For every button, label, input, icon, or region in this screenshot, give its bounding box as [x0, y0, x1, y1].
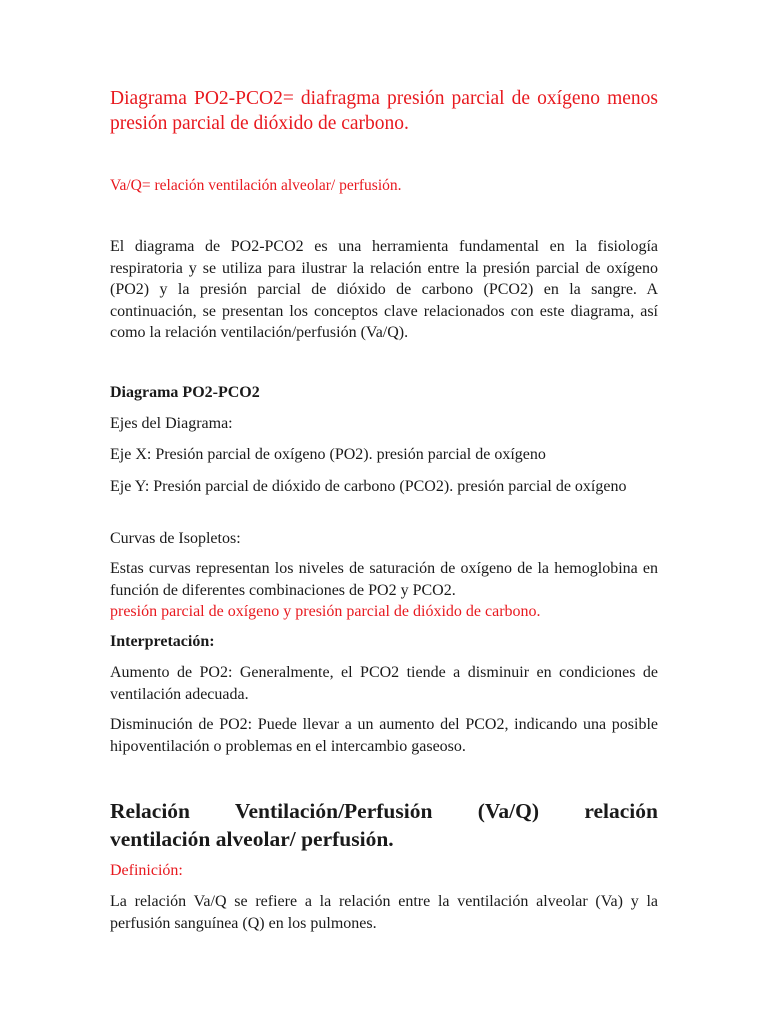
section-heading-vaq-line2: ventilación alveolar/ perfusión. — [110, 827, 394, 851]
document-title: Diagrama PO2-PCO2= diafragma presión parcial de oxígeno menos presión parcial de dióxido de carbono. — [110, 88, 658, 134]
axes-label: Ejes del Diagrama: — [110, 415, 233, 432]
decrease-po2-text: Disminución de PO2: Puede llevar a un aumento del PCO2, indicando una posible hipoventilación o problemas en el intercambio gaseoso. — [110, 716, 658, 755]
interpretation-label: Interpretación: — [110, 633, 215, 650]
section-heading-vaq-line1: Relación Ventilación/Perfusión (Va/Q) relación — [110, 799, 658, 823]
curves-text: Estas curvas representan los niveles de saturación de oxígeno de la hemoglobina en función de diferentes combinaciones de PO2 y PCO2. — [110, 560, 658, 599]
section-heading-diagram: Diagrama PO2-PCO2 — [110, 384, 260, 401]
section-heading-vaq — [110, 797, 658, 853]
definition-text: La relación Va/Q se refiere a la relación entre la ventilación alveolar (Va) y la perfusión sanguínea (Q) en los pulmones. — [110, 893, 658, 932]
definition-label: Definición: — [110, 862, 183, 879]
document-subtitle: Va/Q= relación ventilación alveolar/ perfusión. — [110, 177, 402, 194]
intro-paragraph: El diagrama de PO2-PCO2 es una herramienta fundamental en la fisiología respiratoria y se utiliza para ilustrar la relación entre la presión parcial de oxígeno (PO2) y la presión parcial de dióxido de carbono (PCO2) en la sangre. A continuación, se presentan los conceptos clave relacionados con este diagrama, así como la relación ventilación/perfusión (Va/Q). — [110, 238, 658, 341]
curves-note: presión parcial de oxígeno y presión parcial de dióxido de carbono. — [110, 603, 541, 620]
curves-label: Curvas de Isopletos: — [110, 530, 241, 547]
axis-y-text: Eje Y: Presión parcial de dióxido de carbono (PCO2). presión parcial de oxígeno — [110, 478, 627, 495]
curves-paragraph — [110, 558, 658, 623]
increase-po2-text: Aumento de PO2: Generalmente, el PCO2 tiende a disminuir en condiciones de ventilación adecuada. — [110, 664, 658, 703]
axis-x-text: Eje X: Presión parcial de oxígeno (PO2). presión parcial de oxígeno — [110, 446, 546, 463]
